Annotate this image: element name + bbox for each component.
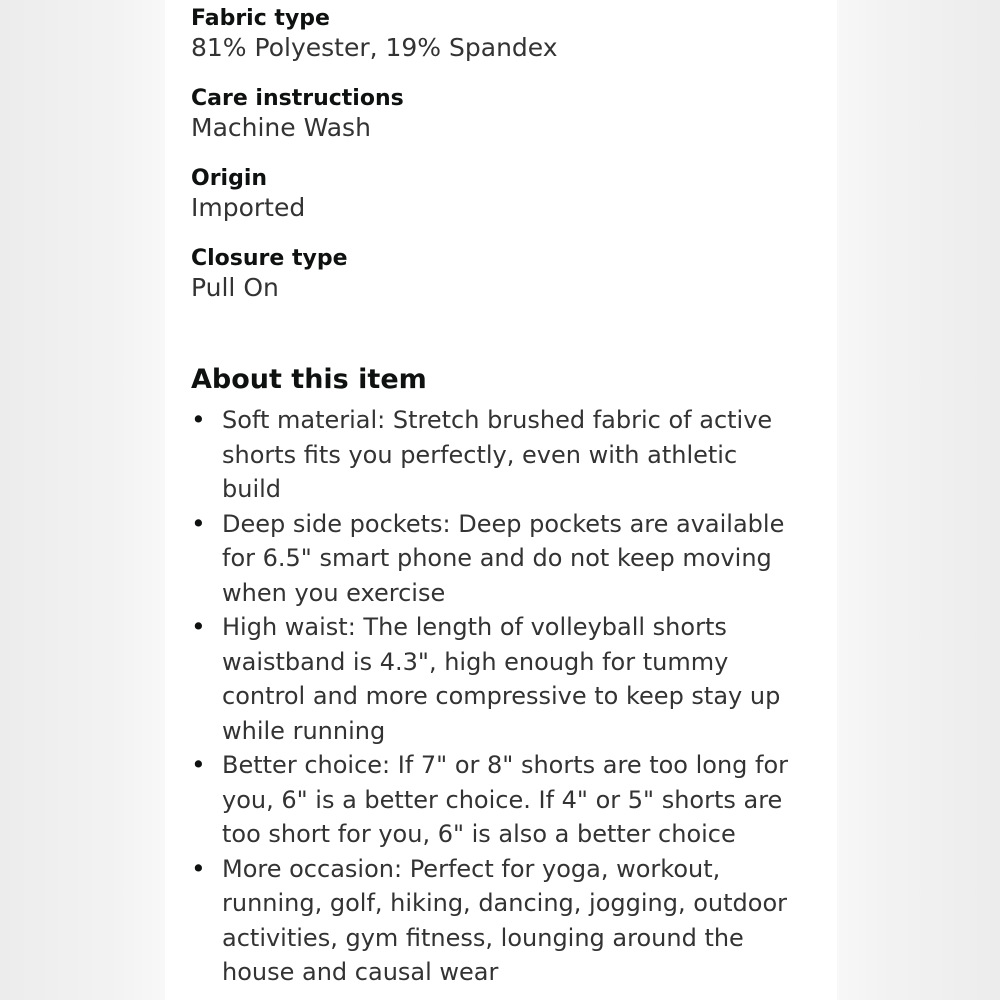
bullet-line: More occasion: Perfect for yoga, workout, — [222, 854, 721, 883]
detail-origin — [191, 166, 811, 224]
detail-label: Closure type — [191, 246, 348, 271]
bullet-line: while running — [222, 716, 386, 745]
about-this-item-section — [191, 361, 821, 990]
bullet-line: waistband is 4.3", high enough for tummy — [222, 647, 729, 676]
bullet-line: Deep side pockets: Deep pockets are available — [222, 509, 785, 538]
feature-bullet-better-choice — [191, 748, 821, 852]
about-heading: About this item — [191, 364, 427, 395]
product-details — [191, 6, 811, 326]
feature-bullet-list — [191, 403, 821, 990]
bullet-dot: • — [191, 612, 206, 641]
detail-fabric-type — [191, 6, 811, 64]
detail-value: Imported — [191, 193, 306, 222]
detail-value: Machine Wash — [191, 113, 371, 142]
bullet-text — [222, 403, 821, 507]
detail-closure-type — [191, 246, 811, 304]
bullet-line: shorts fits you perfectly, even with athletic — [222, 440, 738, 469]
bullet-line: activities, gym fitness, lounging around the — [222, 923, 744, 952]
bullet-line: running, golf, hiking, dancing, jogging, outdoor — [222, 889, 787, 917]
detail-value: Pull On — [191, 273, 279, 302]
feature-bullet-more-occasion — [191, 852, 821, 990]
bullet-dot: • — [191, 508, 206, 538]
bullet-line: house and causal wear — [222, 958, 499, 986]
bullet-dot: • — [191, 405, 206, 434]
detail-care-instructions — [191, 86, 811, 144]
bullet-line: Soft material: Stretch brushed fabric of active — [222, 406, 773, 434]
bullet-text — [222, 507, 821, 611]
bullet-line: High waist: The length of volleyball shorts — [222, 613, 727, 641]
feature-bullet-deep-side-pockets — [191, 507, 821, 611]
bullet-dot: • — [191, 853, 206, 883]
detail-label: Care instructions — [191, 86, 404, 111]
product-info-panel — [165, 0, 837, 1000]
bullet-dot: • — [191, 750, 206, 779]
feature-bullet-high-waist — [191, 610, 821, 748]
detail-label: Origin — [191, 166, 268, 191]
bullet-line: too short for you, 6" is also a better choice — [222, 820, 736, 848]
bullet-line: build — [222, 475, 282, 503]
bullet-line: you, 6" is a better choice. If 4" or 5" shorts are — [222, 785, 783, 814]
bullet-line: when you exercise — [222, 578, 446, 607]
detail-label: Fabric type — [191, 6, 330, 31]
bullet-text — [222, 610, 821, 748]
bullet-line: Better choice: If 7" or 8" shorts are too long for — [222, 751, 789, 779]
bullet-text — [222, 748, 821, 852]
detail-value: 81% Polyester, 19% Spandex — [191, 33, 558, 62]
bullet-text — [222, 852, 821, 990]
bullet-line: for 6.5" smart phone and do not keep moving — [222, 544, 772, 572]
feature-bullet-soft-material — [191, 403, 821, 507]
bullet-line: control and more compressive to keep stay up — [222, 682, 781, 710]
